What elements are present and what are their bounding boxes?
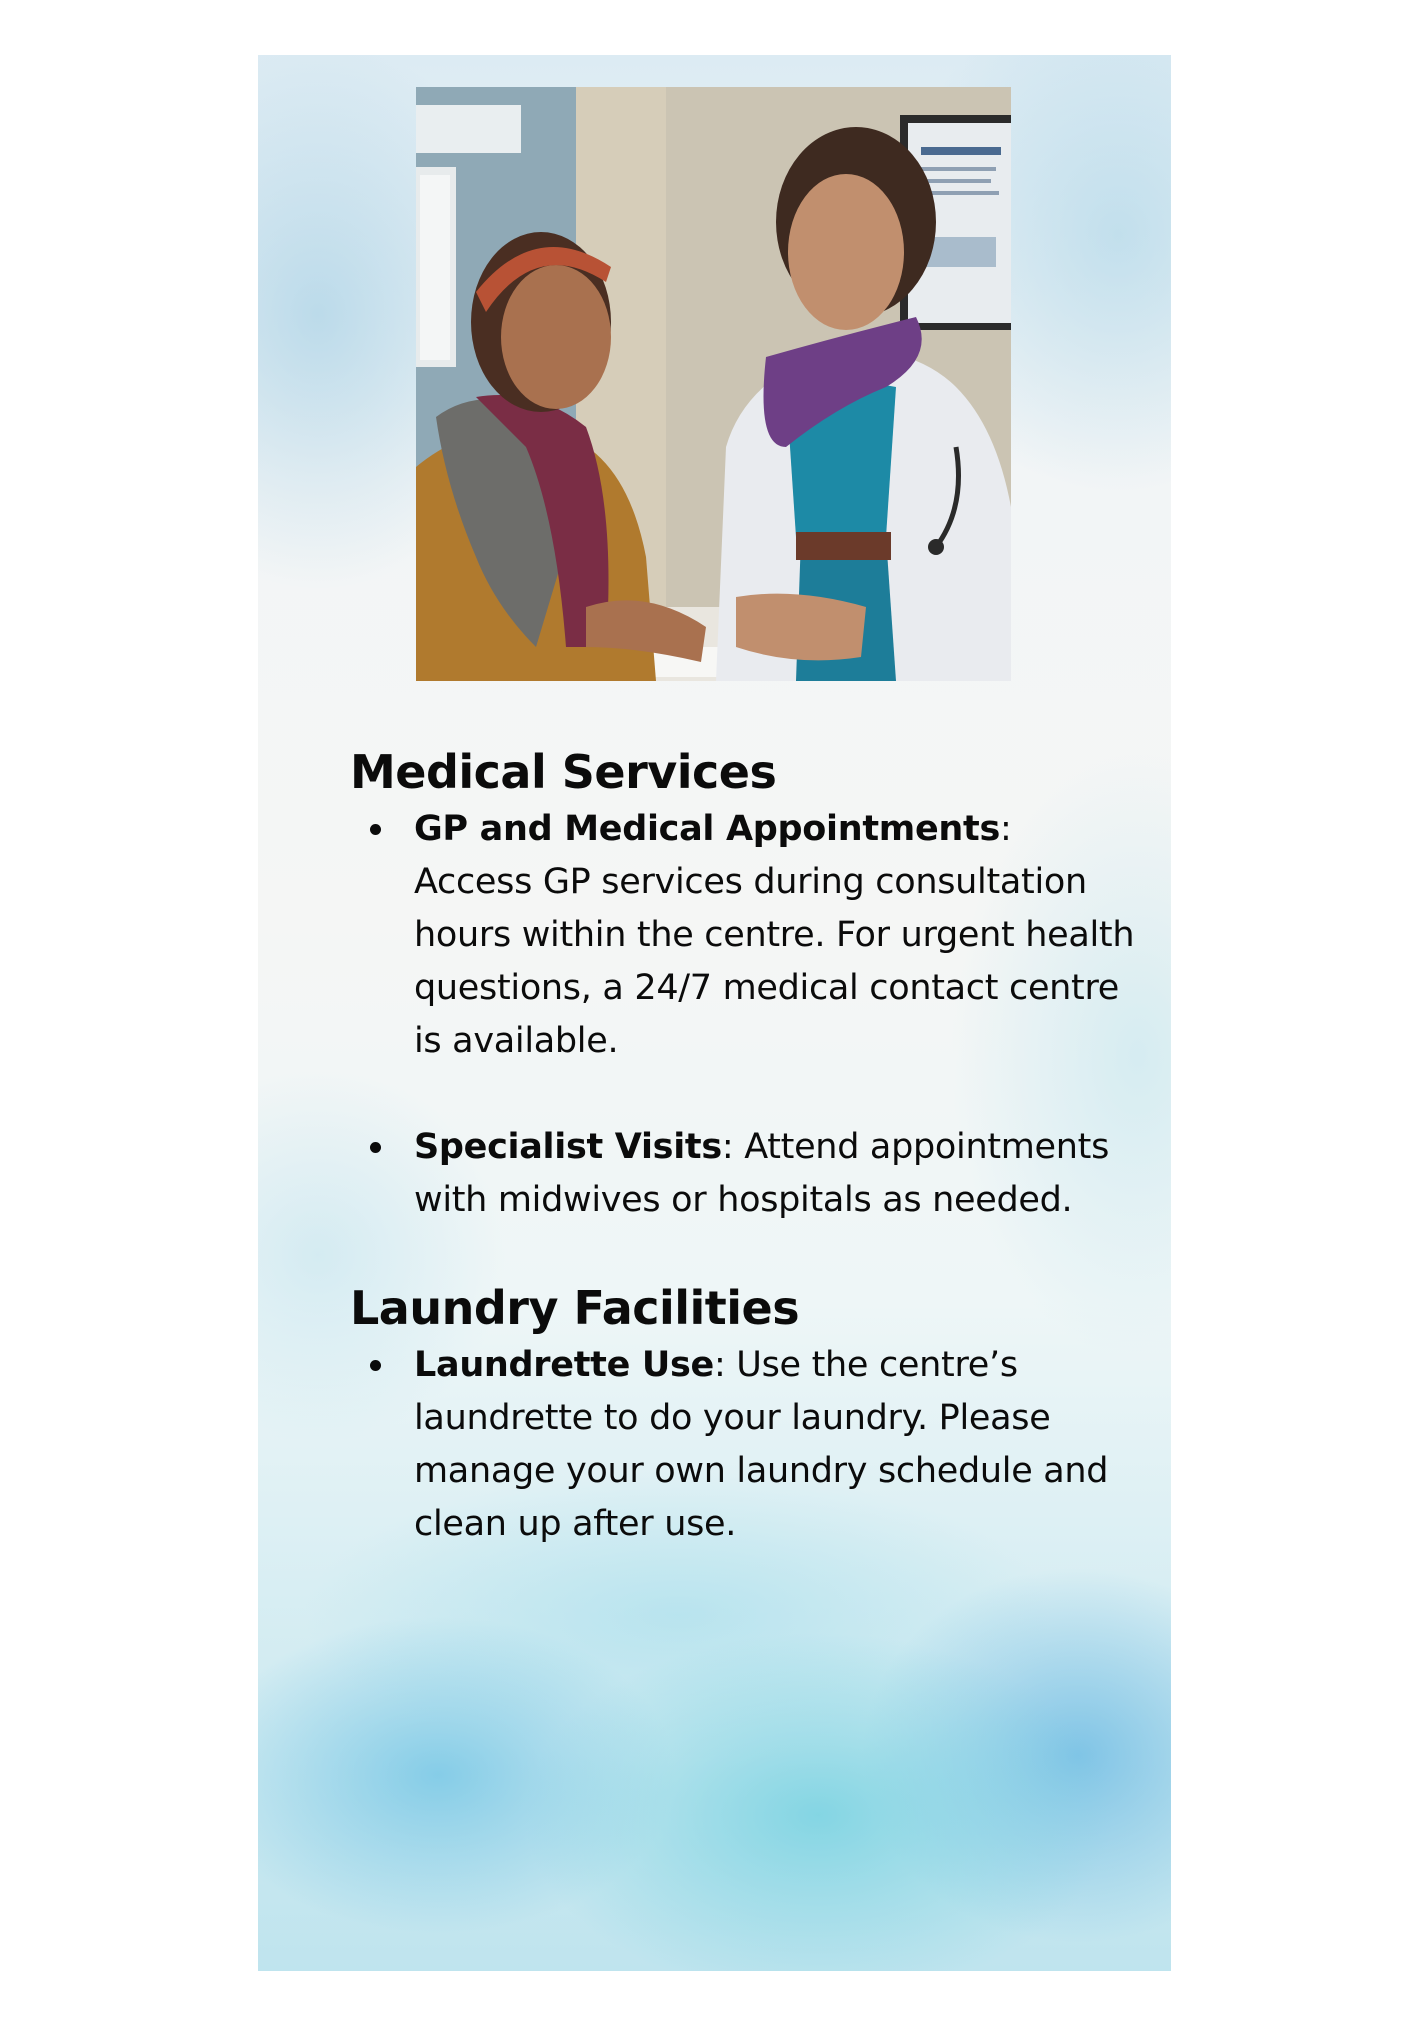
bullet-icon [370, 1360, 381, 1371]
item-term: Specialist Visits [414, 1127, 722, 1167]
doctor-patient-photo [416, 87, 1011, 681]
item-text: Access GP services during consultation hours within the centre. For urgent health questions, a 24/7 medical contact centre is available. [414, 862, 1135, 1061]
section-heading-medical-services: Medical Services [350, 745, 777, 799]
item-separator: : [999, 809, 1012, 849]
item-term: GP and Medical Appointments [414, 809, 1000, 849]
bullet-icon [370, 824, 381, 835]
item-separator: : [721, 1127, 734, 1167]
laundry-facilities-list [350, 1339, 1140, 1551]
section-heading-laundry-facilities: Laundry Facilities [350, 1281, 800, 1335]
medical-services-list [350, 803, 1140, 1227]
content [350, 741, 1140, 1551]
list-item [350, 1121, 1140, 1227]
flyer-panel [258, 55, 1171, 1971]
item-text: Use the centre’s laundrette to do your laundry. Please manage your own laundry schedule and clean up after use. [414, 1345, 1109, 1544]
list-item [350, 803, 1140, 1068]
item-separator: : [713, 1345, 726, 1385]
item-term: Laundrette Use [414, 1345, 714, 1385]
list-item [350, 1339, 1140, 1551]
item-text: Attend appointments with midwives or hospitals as needed. [414, 1127, 1110, 1220]
bullet-icon [370, 1142, 381, 1153]
